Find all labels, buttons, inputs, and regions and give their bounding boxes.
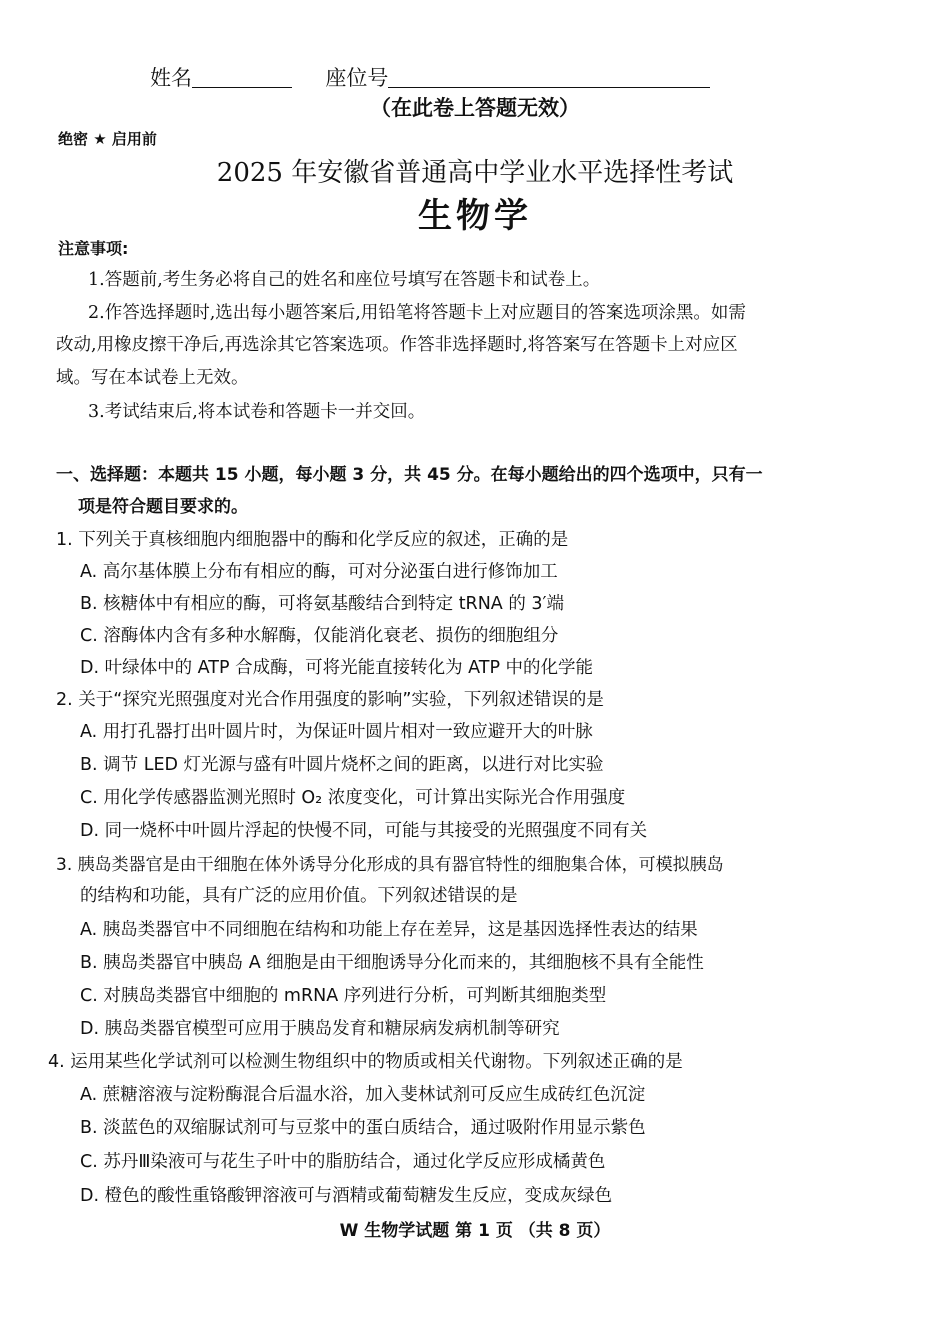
question-option: A. 用打孔器打出叶圆片时，为保证叶圆片相对一致应避开大的叶脉 [80,722,593,742]
question-option: B. 核糖体中有相应的酶，可将氨基酸结合到特定 tRNA 的 3′端 [80,594,565,614]
name-label: 姓名 [150,66,192,90]
section-heading: 一、选择题：本题共 15 小题，每小题 3 分，共 45 分。在每小题给出的四个选项中，只有一 [56,465,763,485]
name-seat-line [150,62,710,92]
question-stem: 4. 运用某些化学试剂可以检测生物组织中的物质或相关代谢物。下列叙述正确的是 [48,1052,683,1072]
question-stem: 2. 关于“探究光照强度对光合作用强度的影响”实验，下列叙述错误的是 [56,690,604,710]
question-stem: 3. 胰岛类器官是由干细胞在体外诱导分化形成的具有器官特性的细胞集合体，可模拟胰岛 [56,855,724,875]
invalid-note: （在此卷上答题无效） [370,96,580,120]
question-option: C. 用化学传感器监测光照时 O₂ 浓度变化，可计算出实际光合作用强度 [80,788,626,808]
notice-item: 2.作答选择题时,选出每小题答案后,用铅笔将答题卡上对应题目的答案选项涂黑。如需 [88,303,746,323]
notice-heading: 注意事项: [58,239,129,258]
exam-title: 2025 年安徽省普通高中学业水平选择性考试 [216,158,734,188]
section-heading-cont: 项是符合题目要求的。 [78,497,248,517]
question-option: D. 叶绿体中的 ATP 合成酶，可将光能直接转化为 ATP 中的化学能 [80,658,594,678]
question-option: B. 淡蓝色的双缩脲试剂可与豆浆中的蛋白质结合，通过吸附作用显示紫色 [80,1118,646,1138]
question-option: B. 调节 LED 灯光源与盛有叶圆片烧杯之间的距离，以进行对比实验 [80,755,604,775]
question-option: D. 胰岛类器官模型可应用于胰岛发育和糖尿病发病机制等研究 [80,1019,560,1039]
notice-item: 3.考试结束后,将本试卷和答题卡一并交回。 [88,402,426,422]
notice-item: 改动,用橡皮擦干净后,再选涂其它答案选项。作答非选择题时,将答案写在答题卡上对应区 [56,335,738,355]
question-option: D. 同一烧杯中叶圆片浮起的快慢不同，可能与其接受的光照强度不同有关 [80,821,648,841]
question-option: C. 溶酶体内含有多种水解酶，仅能消化衰老、损伤的细胞组分 [80,626,559,646]
secret-mark: 绝密 ★ 启用前 [58,130,157,148]
question-option: A. 胰岛类器官中不同细胞在结构和功能上存在差异，这是基因选择性表达的结果 [80,920,698,940]
question-option: C. 苏丹Ⅲ染液可与花生子叶中的脂肪结合，通过化学反应形成橘黄色 [80,1152,606,1172]
question-stem-cont: 的结构和功能，具有广泛的应用价值。下列叙述错误的是 [80,886,518,906]
question-stem: 1. 下列关于真核细胞内细胞器中的酶和化学反应的叙述，正确的是 [56,530,569,550]
notice-item: 域。写在本试卷上无效。 [56,368,249,388]
question-option: A. 蔗糖溶液与淀粉酶混合后温水浴，加入斐林试剂可反应生成砖红色沉淀 [80,1085,646,1105]
notice-item: 1.答题前,考生务必将自己的姓名和座位号填写在答题卡和试卷上。 [88,270,601,290]
question-option: A. 高尔基体膜上分布有相应的酶，可对分泌蛋白进行修饰加工 [80,562,558,582]
name-blank [192,67,292,88]
question-option: D. 橙色的酸性重铬酸钾溶液可与酒精或葡萄糖发生反应，变成灰绿色 [80,1186,613,1206]
page-footer: W 生物学试题 第 1 页 （共 8 页） [339,1221,611,1241]
question-option: C. 对胰岛类器官中细胞的 mRNA 序列进行分析，可判断其细胞类型 [80,986,607,1006]
question-option: B. 胰岛类器官中胰岛 A 细胞是由干细胞诱导分化而来的，其细胞核不具有全能性 [80,953,704,973]
subject-title: 生物学 [418,196,532,236]
seat-blank [388,67,710,88]
seat-label: 座位号 [325,66,389,90]
